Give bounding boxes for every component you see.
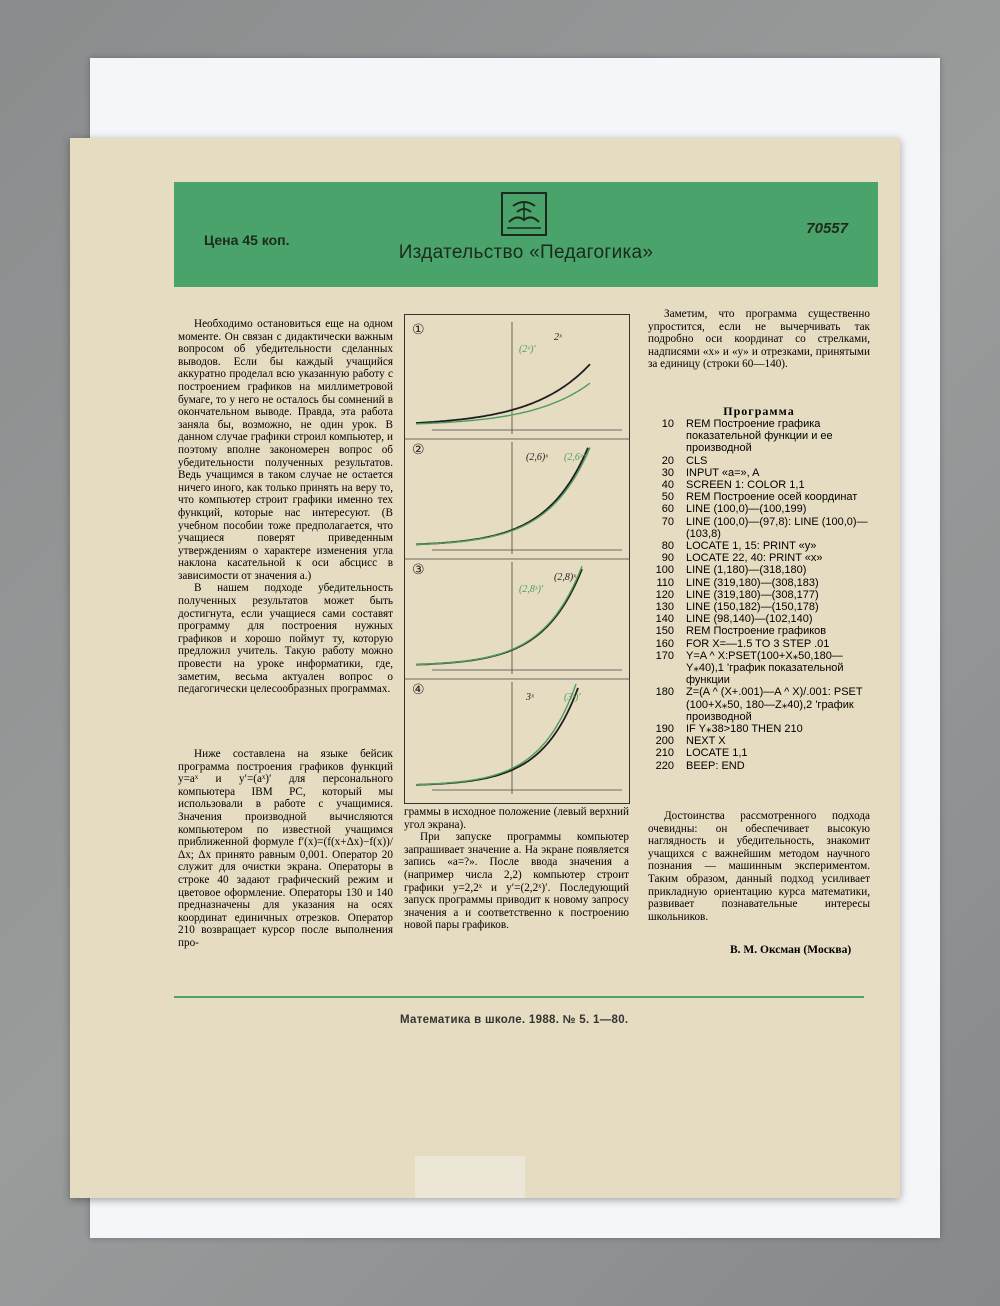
program-line bbox=[640, 601, 880, 613]
line-number: 210 bbox=[655, 747, 674, 760]
line-number: 120 bbox=[655, 588, 674, 601]
program-line bbox=[640, 686, 880, 723]
line-code: FOR X=—1.5 TO 3 STEP .01 bbox=[686, 637, 830, 650]
exponent-label: (2,8)ˣ bbox=[554, 572, 576, 583]
line-code: NEXT X bbox=[686, 735, 726, 748]
paragraph: Необходимо остановиться еще на одном моменте. Он связан с дидактически важным вопросом об убедительности сделанных выводов. Если бы каждый учащийся аккуратно проделал всю указанную работу с построением графиков на миллиметровой бумаге, то у него не осталось бы сомнений в окончательном выводе. Правда, эта работа заняла бы, возможно, не один урок. В данном случае графики строил компьютер, и поэтому вполне закономерен вопрос об убедительности полученных результатов. Ведь учащимся в таком случае не остается ничего иного, как только принять на веру то, что компьютер строит графики именно тех функций, которые нас интересуют. (В учебном пособии тоже предполагается, что учащиеся поверят приведенным утверждениям о характере изменения угла наклона касательной к оси абсцисс в зависимости от значения a.) bbox=[178, 318, 393, 582]
line-code: LINE (319,180)—(308,177) bbox=[686, 588, 819, 601]
line-number: 100 bbox=[655, 564, 674, 577]
exponent-curve bbox=[416, 569, 582, 665]
panel-number: ③ bbox=[412, 562, 425, 578]
line-code: LINE (150,182)—(150,178) bbox=[686, 601, 819, 614]
program-line bbox=[640, 650, 880, 687]
line-number: 110 bbox=[656, 576, 674, 589]
line-code: LOCATE 1,1 bbox=[686, 747, 748, 760]
derivative-curve bbox=[416, 684, 576, 785]
line-code: Y=A ^ X:PSET(100+X⁎50,180—Y⁎40),1 'график показательной функции bbox=[686, 649, 844, 687]
line-number: 190 bbox=[655, 723, 674, 736]
line-code: LOCATE 1, 15: PRINT «y» bbox=[686, 540, 817, 553]
derivative-label: (2ˣ)′ bbox=[519, 344, 536, 355]
derivative-curve bbox=[416, 383, 590, 424]
program-line bbox=[640, 589, 880, 601]
program-line bbox=[640, 613, 880, 625]
program-line bbox=[640, 467, 880, 479]
line-number: 200 bbox=[655, 735, 674, 748]
exponent-label: 3ˣ bbox=[526, 692, 534, 703]
line-number: 10 bbox=[661, 418, 674, 430]
graph-panel bbox=[404, 442, 630, 559]
article-column-3 bbox=[648, 308, 870, 371]
paragraph: Достоинства рассмотренного подхода очевидны: он обеспечивает высокую наглядность и убедительность, знакомит учащихся с важнейшим методом научного познания — машинным экспериментом. Таким образом, данный подход усиливает прикладную ориентацию курса математики, развивает познавательные интересы школьников. bbox=[648, 810, 870, 923]
program-line bbox=[640, 503, 880, 515]
footer-rule bbox=[174, 996, 864, 998]
line-number: 170 bbox=[655, 649, 674, 662]
line-code: REM Построение графика показательной функции и ее производной bbox=[686, 418, 833, 455]
article-column-1-continued bbox=[178, 748, 393, 950]
line-code: LINE (100,0)—(100,199) bbox=[686, 503, 807, 516]
exponent-label: (2,6)ˣ bbox=[526, 452, 548, 463]
program-title: Программа bbox=[723, 404, 795, 418]
line-code: LINE (319,180)—(308,183) bbox=[686, 576, 819, 589]
paragraph: При запуске программы компьютер запрашивает значение a. На экране появляется запись «a=?». После ввода значения a (например числа 2,2) компьютер строит графики y=2,2ˣ и y′=(2,2ˣ)′. Последующий запуск программы приводит к новому запросу значения a и соответственно к построению новой пары графиков. bbox=[404, 831, 629, 932]
program-line bbox=[640, 577, 880, 589]
torn-corner bbox=[415, 1156, 525, 1198]
program-line bbox=[640, 455, 880, 467]
paragraph: Ниже составлена на языке бейсик программа построения графиков функций y=aˣ и y′=(aˣ)′ для персонального компьютера IBM PC, который мы использовали в работе с учащимися. Значения производной вычисляются компьютером по известной учащимся приближенной формуле f′(x)=(f(x+Δx)−f(x))/Δx; Δx принято равным 0,001. Оператор 20 служит для очистки экрана. Операторы в строке 40 задают графический режим и цветовое оформление. Операторы 130 и 140 предназначены для указания на осях координат единичных отрезков. Оператор 210 возвращает курсор после выполнения про- bbox=[178, 748, 393, 949]
paragraph: граммы в исходное положение (левый верхний угол экрана). bbox=[404, 806, 629, 831]
paragraph: В нашем подходе убедительность полученных результатов может быть достигнута, если учащиеся сами составят программу для построения нужных графиков и хорошо поймут ту, которую предложил учитель. Такую работу можно провести на уроке информатики, где, заметим, весьма актуален вопрос о педагогически целесообразных программах. bbox=[178, 582, 393, 696]
paragraph: Заметим, что программа существенно упростится, если не вычерчивать так подробно оси координат со стрелками, надписями «x» и «y» и отрезками, принятыми за единицу (строки 60—140). bbox=[648, 308, 870, 371]
exponent-curve bbox=[416, 364, 590, 423]
line-code: SCREEN 1: COLOR 1,1 bbox=[686, 479, 805, 492]
derivative-label: (3ˣ)′ bbox=[564, 692, 581, 703]
article-column-1 bbox=[178, 318, 393, 696]
program-line bbox=[640, 552, 880, 564]
line-number: 130 bbox=[655, 601, 674, 614]
price-label: Цена 45 коп. bbox=[204, 232, 290, 248]
program-line bbox=[640, 418, 880, 455]
author-signature: В. М. Оксман (Москва) bbox=[730, 944, 852, 956]
line-number: 160 bbox=[655, 637, 674, 650]
program-line bbox=[640, 564, 880, 576]
graph-panel bbox=[412, 682, 622, 794]
program-line bbox=[640, 625, 880, 637]
index-code: 70557 bbox=[806, 220, 848, 237]
program-line bbox=[640, 723, 880, 735]
panel-number: ② bbox=[412, 442, 425, 458]
line-number: 50 bbox=[661, 491, 674, 504]
article-column-2 bbox=[404, 806, 629, 932]
line-number: 90 bbox=[661, 552, 674, 565]
line-code: IF Y⁎38>180 THEN 210 bbox=[686, 723, 803, 736]
program-line bbox=[640, 540, 880, 552]
publisher-name: Издательство «Педагогика» bbox=[398, 242, 654, 263]
graph-panel bbox=[404, 562, 630, 679]
line-number: 20 bbox=[661, 454, 674, 467]
program-line bbox=[640, 516, 880, 540]
line-code: REM Построение графиков bbox=[686, 625, 827, 638]
line-number: 180 bbox=[655, 686, 674, 699]
program-line bbox=[640, 760, 880, 772]
basic-program-listing bbox=[640, 418, 880, 772]
program-line bbox=[640, 747, 880, 759]
article-column-3-continued bbox=[648, 810, 870, 923]
program-line bbox=[640, 479, 880, 491]
derivative-label: (2,6ˣ)′ bbox=[564, 452, 589, 463]
publisher-banner bbox=[174, 182, 878, 287]
line-number: 80 bbox=[661, 540, 674, 553]
line-number: 40 bbox=[661, 479, 674, 492]
graph-panel bbox=[404, 322, 630, 439]
line-number: 60 bbox=[661, 503, 674, 516]
open-book-hands-logo bbox=[501, 192, 547, 236]
line-code: LINE (100,0)—(97,8): LINE (100,0)—(103,8) bbox=[686, 515, 868, 540]
derivative-label: (2,8ˣ)′ bbox=[519, 584, 544, 595]
exponent-label: 2ˣ bbox=[554, 332, 562, 343]
line-number: 30 bbox=[661, 466, 674, 479]
exponent-curve bbox=[416, 688, 578, 785]
line-number: 220 bbox=[655, 759, 674, 772]
line-number: 140 bbox=[655, 613, 674, 626]
line-code: INPUT «a=», A bbox=[686, 466, 760, 479]
line-code: BEEP: END bbox=[686, 759, 745, 772]
program-line bbox=[640, 735, 880, 747]
line-code: LOCATE 22, 40: PRINT «x» bbox=[686, 552, 823, 565]
panel-number: ① bbox=[412, 322, 425, 338]
line-number: 70 bbox=[661, 515, 674, 528]
panel-number: ④ bbox=[412, 682, 425, 698]
program-line bbox=[640, 491, 880, 503]
program-line bbox=[640, 638, 880, 650]
line-code: LINE (98,140)—(102,140) bbox=[686, 613, 813, 626]
footer-citation: Математика в школе. 1988. № 5. 1—80. bbox=[400, 1014, 629, 1026]
line-code: CLS bbox=[686, 454, 708, 467]
line-code: Z=(A ^ (X+.001)—A ^ X)/.001: PSET (100+X⁎50, 180—Z⁎40),2 'график производной bbox=[686, 686, 863, 723]
line-code: LINE (1,180)—(318,180) bbox=[686, 564, 807, 577]
line-code: REM Построение осей координат bbox=[686, 491, 858, 504]
exponent-graphs-figure bbox=[404, 314, 630, 804]
line-number: 150 bbox=[655, 625, 674, 638]
